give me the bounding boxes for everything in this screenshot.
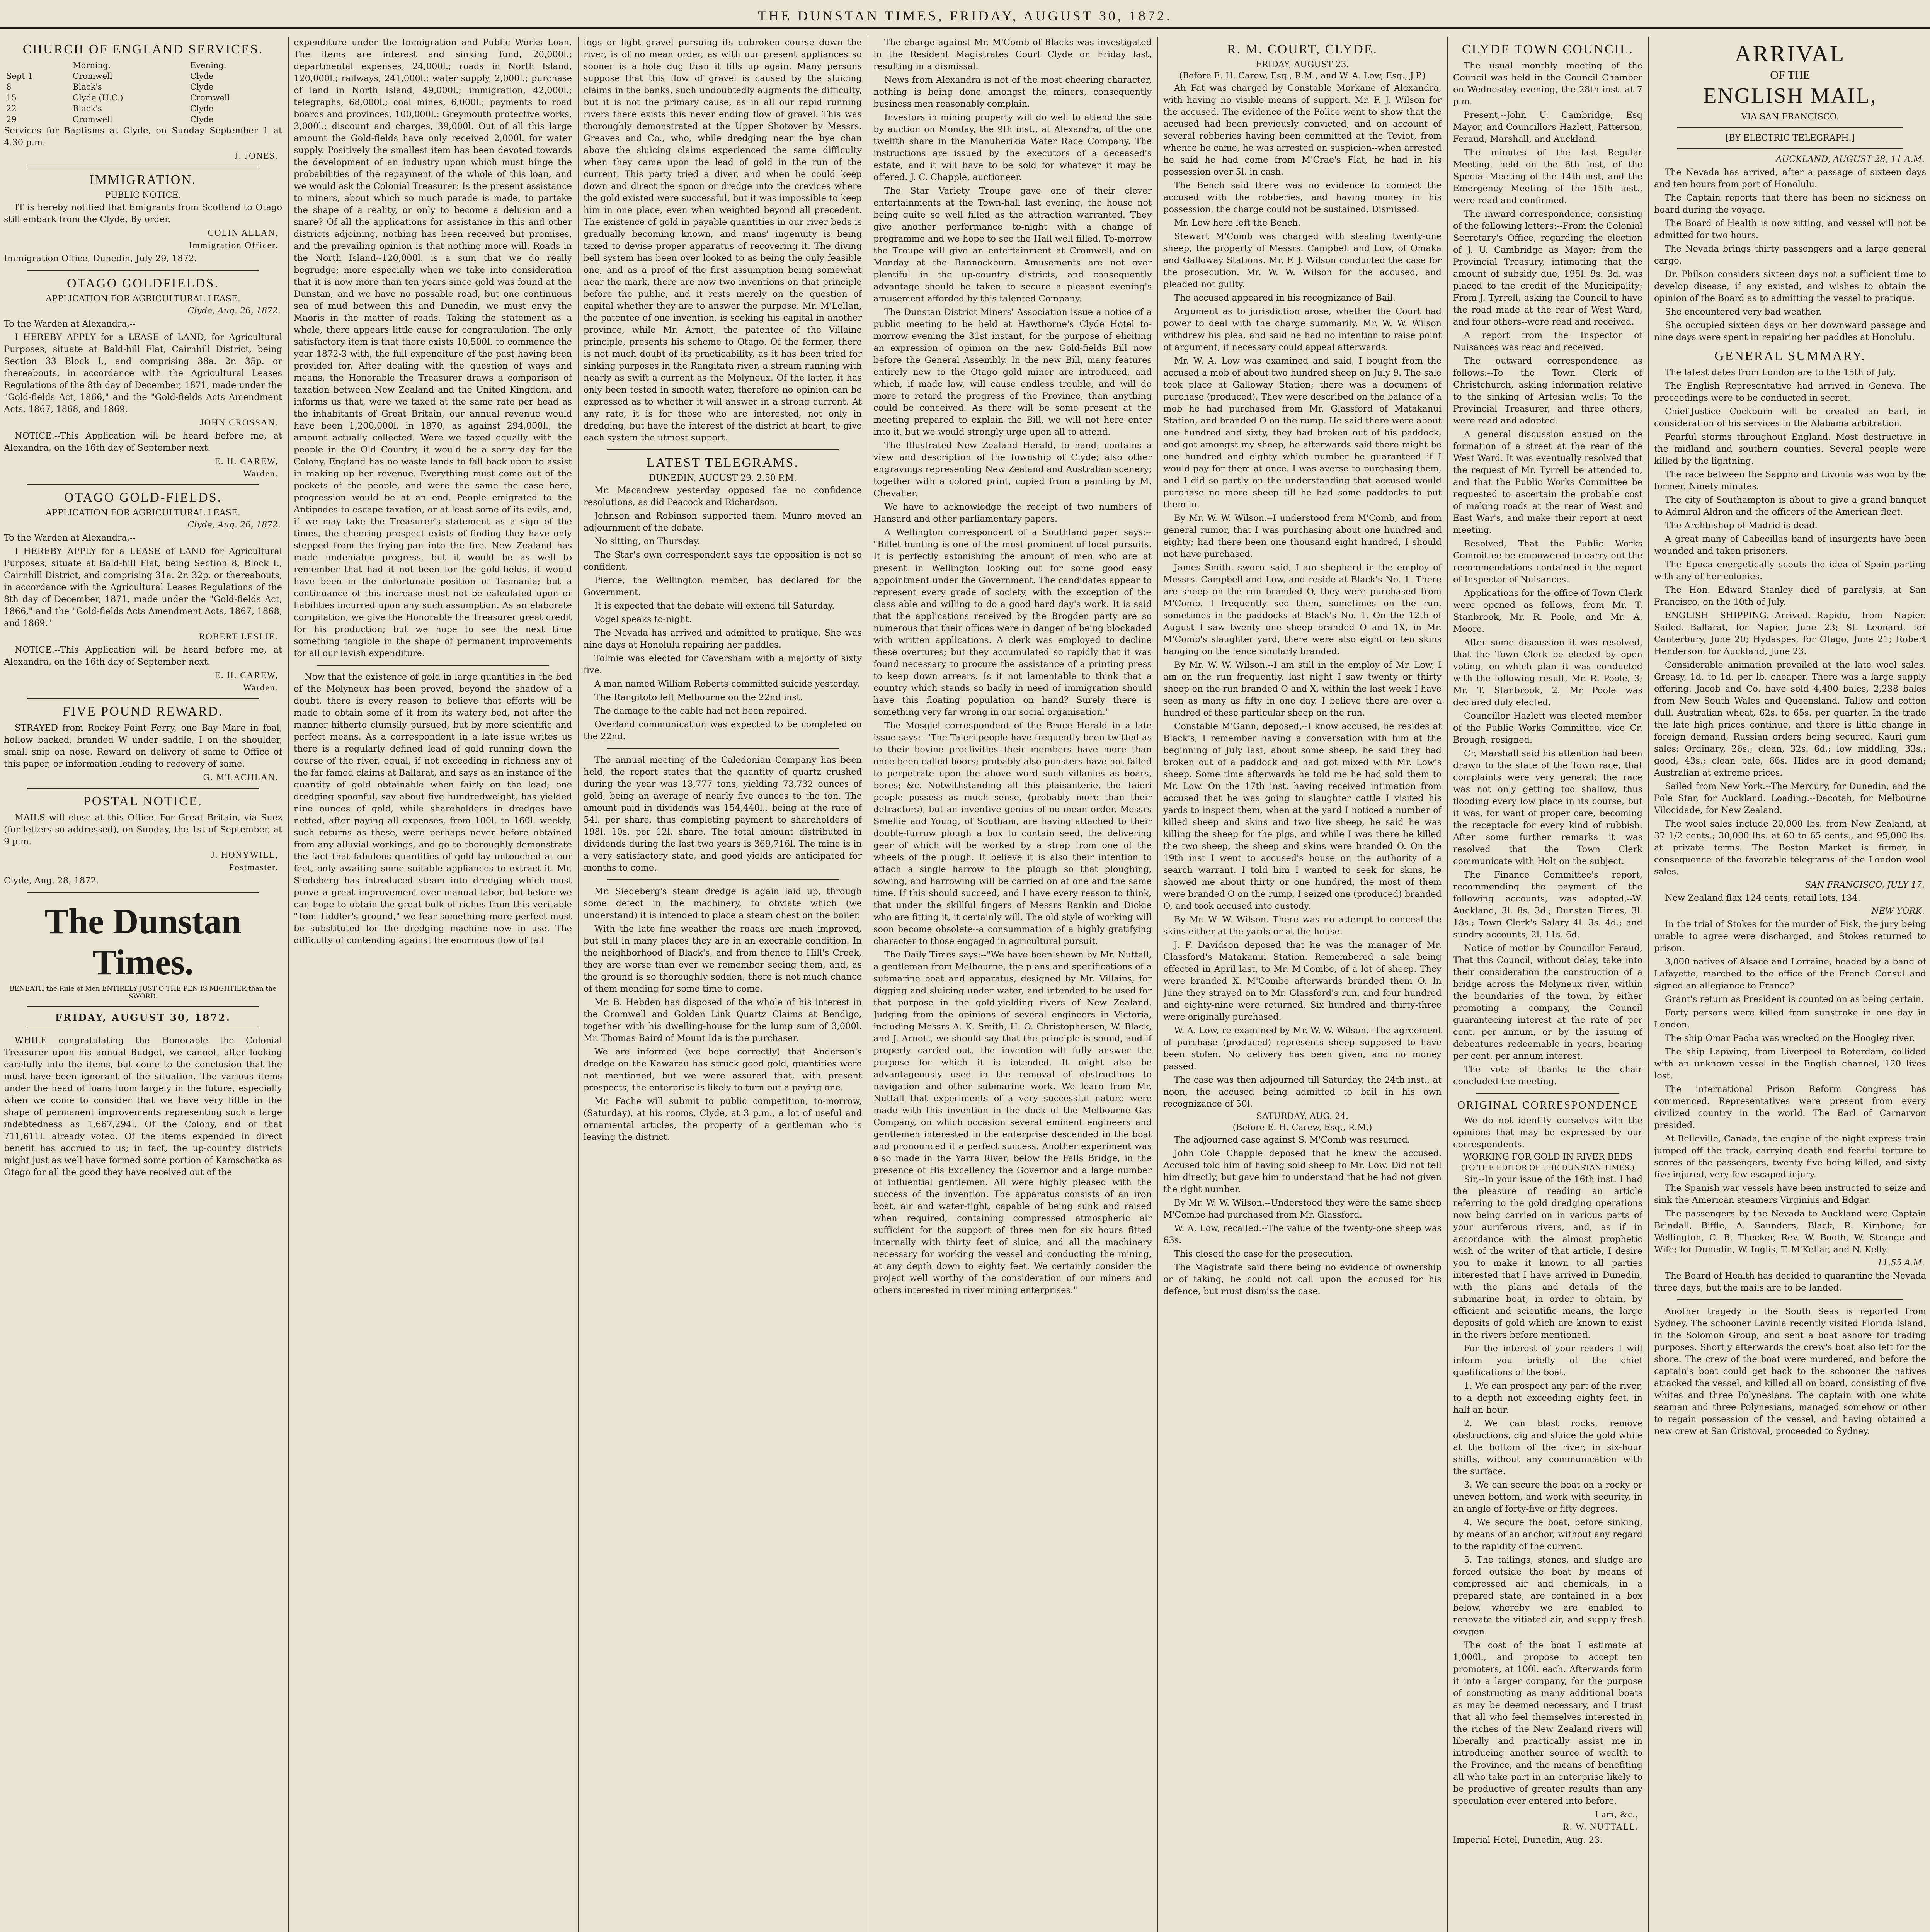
- court-report: The Magistrate said there being no evidence of ownership or of taking, he could not call upon the accused for his defence, but must dismiss the case.: [1163, 1262, 1442, 1296]
- application-addressee: To the Warden at Alexandra,--: [4, 319, 136, 329]
- court-report: W. A. Low, recalled.--The value of the twenty-one sheep was 63s.: [1163, 1223, 1442, 1245]
- summary-item: The ship Lapwing, from Liverpool to Roterdam, collided with an unknown vessel in the English channel, 120 lives lost.: [1654, 1047, 1926, 1081]
- summary-item: The ship Omar Pacha was wrecked on the Hoogley river.: [1665, 1033, 1915, 1043]
- arrival-item: The Board of Health is now sitting, and vessel will not be admitted for two hours.: [1654, 218, 1926, 240]
- editorial-text: WHILE congratulating the Honorable the Colonial Treasurer upon his annual Budget, we cannot, after looking carefully into the items, but come to the conclusion that the must have been ignorant of the situation. The various items under the head of loans loom largely in the future, especially when we come to consider that we have very little in the shape of permanent improvements representing such a large indebtedness as 1,667,294l. Of the Colony, and of that 711,611l. already voted. Of the items expended in direct benefit has accrued to us; in fact, the up-country districts might just as well have formed some portion of Kamschatka as Otago for all the good they have received out of the: [4, 1036, 282, 1177]
- council-report: Applications for the office of Town Clerk were opened as follows, from Mr. T. Stanbrook, Mr. R. Poole, and Mr. A. Moore.: [1453, 588, 1642, 634]
- column-1: [4, 37, 282, 1932]
- schedule-head: Morning.: [73, 61, 111, 70]
- court-report: W. A. Low, re-examined by Mr. W. W. Wilson.--The agreement of purchase (produced) represents sheep supposed to have been stolen. No delivery has been given, and no money passed.: [1163, 1026, 1442, 1071]
- court-report: J. F. Davidson deposed that he was the manager of Mr. Glassford's Matakanui Station. Remembered a sale being effected in April last, to Mr. M'Combe, of a lot of sheep. They were branded X. M'Combe afterwards branded them O. In June they strayed on to Mr. Glassford's run, and four hundred and eighty-nine were returned. Six hundred and thirty-three were originally purchased.: [1163, 940, 1442, 1022]
- letter-place: Imperial Hotel, Dunedin, Aug. 23.: [1453, 1835, 1603, 1845]
- divider: [317, 665, 549, 666]
- reward-signature: G. M'LACHLAN.: [203, 772, 278, 782]
- letter-title: WORKING FOR GOLD IN RIVER BEDS: [1463, 1152, 1633, 1162]
- applicant-signature: JOHN CROSSAN.: [200, 418, 278, 427]
- church-note: Services for Baptisms at Clyde, on Sunday September 1 at 4.30 p.m.: [4, 126, 282, 148]
- telegram-item: Overland communication was expected to be completed on the 22nd.: [584, 719, 862, 742]
- warden-signature: E. H. CAREW,: [214, 670, 278, 680]
- news-item: We are informed (we hope correctly) that Anderson's dredge on the Kawarau has struck good gold, quantities were not mentioned, but we were assured that, with present prospects, the enterprise is likely to turn out a paying one.: [584, 1047, 862, 1093]
- divider: [27, 698, 259, 699]
- news-item: The charge against Mr. M'Comb of Blacks was investigated in the Resident Magistrates Court Clyde on Friday last, resulting in a dismissal.: [873, 37, 1152, 71]
- summary-item: Forty persons were killed from sunstroke in one day in London.: [1654, 1008, 1926, 1030]
- warden-title: Warden.: [243, 683, 278, 692]
- court-report: James Smith, sworn--said, I am shepherd in the employ of Messrs. Campbell and Low, and reside at Black's No. 1. There are sheep on the run branded O, they were purchased from M'Comb. I frequently see them, sometimes on the run, sometimes in the paddocks at Black's No. 1. On the 12th of August I saw twenty one sheep branded O and 1X, in Mr. M'Comb's slaughter yard, there were also eight or ten skins hanging on the fence similarly branded.: [1163, 563, 1442, 656]
- application-text: I HEREBY APPLY for a LEASE of LAND for Agricultural Purposes, situate at Bald-hill Flat, being Section 8, Block I., Cairnhill District, and comprising 31a. 2r. 32p. or thereabouts, in accordance with the Agricultural Leases Regulations of the 8th day of December, 1871, made under the "Gold-fields Act, 1866," and the "Gold-fields Acts Amendment Acts, 1867, 1868, and 1869.": [4, 546, 282, 628]
- otago-goldfields-heading: OTAGO GOLDFIELDS.: [67, 276, 219, 291]
- summary-item: New Zealand flax 124 cents, retail lots, 134.: [1665, 893, 1860, 903]
- general-summary-heading: GENERAL SUMMARY.: [1714, 349, 1866, 363]
- summary-item: The passengers by the Nevada to Auckland were Captain Brindall, Biffle, A. Saunders, Black, R. Kimbone; for Wellington, C. B. Thecker, Rev. W. Booth, W. Strange and Wife; for Dunedin, W. Inglis, T. M'Kellar, and N. Kelly.: [1654, 1209, 1926, 1255]
- column-5: [1163, 37, 1442, 1932]
- council-report: The outward correspondence as follows:--To the Town Clerk of Christchurch, asking information relative to the sinking of Artesian wells; To the Provincial Treasurer, and three others, were read and adopted.: [1453, 356, 1642, 426]
- news-item: Mr. B. Hebden has disposed of the whole of his interest in the Cromwell and Golden Link Quartz Claims at Bendigo, together with his dwelling-house for the lump sum of 3,000l. Mr. Thomas Baird of Mount Ida is the purchaser.: [584, 997, 862, 1043]
- town-council-heading: CLYDE TOWN COUNCIL.: [1462, 42, 1634, 56]
- letter-paragraph: 3. We can secure the boat on a rocky or uneven bottom, and work with security, in an angle of forty-five or fifty degrees.: [1453, 1480, 1642, 1514]
- court-report: John Cole Chapple deposed that he knew the accused. Accused told him of having sold sheep to Mr. Low. Did not tell him directly, but gave him to understand that he had not given the right number.: [1163, 1148, 1442, 1194]
- summary-item: The wool sales include 20,000 lbs. from New Zealand, at 37 1/2 cents.; 30,000 lbs. at 60 to 65 cents., and 95,000 lbs. at private terms. The Boston Market is firmer, in consequence of the favorable telegrams of the London wool sales.: [1654, 819, 1926, 877]
- council-report: Cr. Marshall said his attention had been drawn to the state of the Town race, that complaints were very general; the race was not only getting too shallow, thus flooding every low place in its course, but it was, for want of proper care, becoming the receptacle for every kind of rubbish. After some further remarks it was resolved that the Town Clerk communicate with Holt on the subject.: [1453, 748, 1642, 866]
- court-report: Stewart M'Comb was charged with stealing twenty-one sheep, the property of Messrs. Campbell and Low, of Omaka and Galloway Stations. Mr. F. J. Wilson conducted the case for the prosecution. Mr. W. W. Wilson for the accused, and pleaded not guilty.: [1163, 231, 1442, 289]
- column-rule: [1447, 37, 1448, 1932]
- letter-addressee: (TO THE EDITOR OF THE DUNSTAN TIMES.): [1461, 1163, 1635, 1172]
- news-item: Mr. Siedeberg's steam dredge is again laid up, through some defect in the machinery, to obviate which (we understand) it is intended to place a steam chest on the boiler.: [584, 886, 862, 920]
- column-rule: [1157, 37, 1158, 1932]
- court-report: The accused appeared in his recognizance of Bail.: [1174, 293, 1396, 303]
- court-report: By Mr. W. W. Wilson.--Understood they were the same sheep M'Combe had purchased from Mr. Glassford.: [1163, 1198, 1442, 1220]
- telegram-dateline: DUNEDIN, AUGUST 29, 2.50 P.M.: [649, 473, 797, 483]
- telegram-item: Johnson and Robinson supported them. Munro moved an adjournment of the debate.: [584, 511, 862, 533]
- summary-dateline: SAN FRANCISCO, JULY 17.: [1805, 880, 1925, 890]
- application-addressee: To the Warden at Alexandra,--: [4, 533, 136, 543]
- arrival-dateline: AUCKLAND, AUGUST 28, 11 A.M.: [1776, 155, 1925, 164]
- correspondence-disclaimer: We do not identify ourselves with the opinions that may be expressed by our correspondents.: [1453, 1116, 1642, 1150]
- immigration-signature-title: Immigration Officer.: [189, 240, 278, 250]
- summary-item: ENGLISH SHIPPING.--Arrived.--Rapido, from Napier. Sailed.--Ballarat, for Napier, June 23; St. Leonard, for Canterbury, June 20; Hydaspes, for Otago, June 21; Robert Henderson, for Auckland, June 23.: [1654, 611, 1926, 656]
- summary-item: The city of Southampton is about to give a grand banquet to Admiral Aldron and the officers of the American fleet.: [1654, 495, 1926, 517]
- council-report: The vote of thanks to the chair concluded the meeting.: [1453, 1065, 1642, 1087]
- schedule-row: 15 Clyde (H.C.) Cromwell: [6, 93, 230, 102]
- newspaper-title: The Dunstan Times.: [44, 901, 242, 982]
- telegram-item: Vogel speaks to-night.: [594, 614, 692, 624]
- telegram-item: Mr. Macandrew yesterday opposed the no confidence resolutions, as did Peacock and Richardson.: [584, 485, 862, 507]
- council-report: Councillor Hazlett was elected member of the Public Works Committee, vice Cr. Brough, resigned.: [1453, 711, 1642, 745]
- application-notice: NOTICE.--This Application will be heard before me, at Alexandra, on the 16th day of September next.: [4, 645, 282, 667]
- application-date: Clyde, Aug. 26, 1872.: [187, 520, 281, 530]
- council-report: The usual monthly meeting of the Council was held in the Council Chamber on Wednesday evening, the 28th inst. at 7 p.m.: [1453, 61, 1642, 107]
- court-date: SATURDAY, AUG. 24.: [1256, 1112, 1349, 1121]
- court-report: Argument as to jurisdiction arose, whether the Court had power to deal with the charge summarily. Mr. W. W. Wilson withdrew his plea, and said he had no intention to raise point of argument, if necessary could appeal afterwards.: [1163, 306, 1442, 352]
- immigration-place: Immigration Office, Dunedin, July 29, 1872.: [4, 253, 197, 264]
- arrival-item: She occupied sixteen days on her downward passage and nine days were spent in repairing her paddles at Honolulu.: [1654, 320, 1926, 342]
- news-item: A Wellington correspondent of a Southland paper says:--"Billet hunting is one of the most prominent of local pursuits. It is perfectly astonishing the amount of men who are at present in Wellington looking out for some good easy appointment under the Government. The candidates appear to represent every grade of society, with the exception of the class able and willing to do a good hard day's work. It is said that the applications received by the Brogden party are so numerous that their offices were in danger of being blockaded with written applications. A clerk was employed to decline these overtures; but they accumulated so rapidly that it was found necessary to procure the assistance of a printing press to keep down arrears. Is it not lamentable to think that a country which stands so badly in need of immigration should have this floating population on hand? Surely there is something very far wrong in our social organisation.": [873, 527, 1152, 717]
- summary-item: In the trial of Stokes for the murder of Fisk, the jury being unable to agree were discharged, and Stokes returned to prison.: [1654, 919, 1926, 953]
- summary-item: The Board of Health has decided to quarantine the Nevada three days, but the mails are to be landed.: [1654, 1271, 1926, 1293]
- court-report: Ah Fat was charged by Constable Morkane of Alexandra, with having no visible means of support. Mr. F. J. Wilson for the accused. The evidence of the Police went to show that the accused had been previously convicted, and on account of several robberies having been committed at the Teviot, from whence he came, he was arrested on suspicion--when arrested he said he had come from M'Crae's Flat, he had in his possession over 5l. in cash.: [1163, 83, 1442, 177]
- editorial-continued: ings or light gravel pursuing its unbroken course down the river, is of no mean order, as with our present appliances so sooner is a hole dug than it fills up again. Many persons suppose that this flow of gravel is caused by the sluicing claims in the banks, such undoubtedly augments the difficulty, but it is not the primary cause, as in all our rapid running rivers there exists this never ending flow of gravel. This was thoroughly demonstrated at the Upper Shotover by Messrs. Greaves and Co., who, while dredging near the bye chan above the sluicing claims experienced the same difficulty when they came upon the lead of gold in the run of the current. This party tried a diver, and when he could keep down and direct the spoon or dredge into the crevices where the gold existed were successful, but it was impossible to keep him in one place, even when weighted beyond all precedent. The existence of gold in payable quantities in our river beds is gradually becoming known, and mans' ingenuity is being taxed to devise proper apparatus of recovering it. The diving bell system has been over looked to as being the only feasible one, and as a proof of the first assumption being somewhat near the mark, there are now two inventions on that principle before the public, and it rests merely on the question of capital whether they are to answer the purpose. Mr. M'Lellan, the patentee of one invention, is seeking his capital in another province, while Mr. Arnott, the patentee of the Villaine principle, presents his scheme to Otago. Of the former, there is not much doubt of its practicability, as it has been tried for sinking purposes in the Rangitata river, a stream running with nearly as swift a current as the Molyneux. Of the latter, it has only been tested in smooth water, therefore no opinion can be expressed as to whether it will answer in a strong current. At any rate, it is for those who are interested, not only in dredging, but have the interest of the district at heart, to give each system the utmost support.: [584, 37, 862, 443]
- schedule-row: 8 Black's Clyde: [6, 82, 214, 92]
- arrival-item: The Nevada has arrived, after a passage of sixteen days and ten hours from port of Honolulu.: [1654, 167, 1926, 189]
- page-masthead: [0, 0, 1930, 29]
- divider: [1677, 1299, 1903, 1300]
- church-schedule: [4, 60, 282, 125]
- telegram-item: The Rangitoto left Melbourne on the 22nd inst.: [594, 692, 803, 702]
- council-report: The minutes of the last Regular Meeting, held on the 6th inst, of the Special Meeting of the 14th inst, and the Emergency Meeting of the 15th inst., were read and confirmed.: [1453, 148, 1642, 206]
- column-7: [1654, 37, 1926, 1932]
- council-report: The inward correspondence, consisting of the following letters:--From the Colonial Secretary's Office, regarding the election of J. U. Cambridge as Mayor; from the Provincial Treasury, intimating that the amount of subsidy due, 195l. 9s. 3d. was placed to the credit of the Municipality; From J. Tyrrell, asking the Council to have the road made at the rear of West Ward, and four others--were read and received.: [1453, 209, 1642, 327]
- telegram-item: A man named William Roberts committed suicide yesterday.: [594, 679, 860, 689]
- news-item: With the late fine weather the roads are much improved, but still in many places they are in an execrable condition. In the neighborhood of Black's, and from thence to Hill's Creek, they are worse than ever we remember seeing them, and, as the ground is so thoroughly sodden, there is not much chance of them mending for some time to come.: [584, 924, 862, 994]
- court-bench: (Before E. H. Carew, Esq., R.M.): [1232, 1123, 1372, 1133]
- editorial-gold-dredging: Now that the existence of gold in large quantities in the bed of the Molyneux has been proved, beyond the shadow of a doubt, there is every reason to believe that efforts will be made to obtain some of it from its watery bed, not after the manner hitherto clumsily pursued, but by more scientific and perfect means. As a correspondent in a late issue writes us there is a regularly defined lead of gold running down the course of the river, equal, if not exceeding in richness any of the far famed claims at Ballarat, and says as an instance of the quantity of gold obtainable when fairly on the lead; one dredging spoonful, say about five hundredweight, has yielded nine ounces of gold, while shareholders in dredges have netted, after paying all expenses, from 100l. to 160l. weekly, such returns as these, were perhaps never before obtained from any alluvial workings, and go to thoroughly demonstrate the fact that fabulous quantities of gold lay untouched at our feet, only awaiting some suitable appliances to extract it. Mr. Siedeberg has introduced steam into dredging which must prove a great improvement over manual labor, but before we can hope to obtain the great bulk of riches from this veritable "Tom Tiddler's ground," we fear something more perfect must be substituted for the dredging machine now in use. The difficulty of contending against the enormous flow of tail: [294, 672, 572, 946]
- arrival-item: She encountered very bad weather.: [1665, 307, 1822, 317]
- news-item: The Daily Times says:--"We have been shewn by Mr. Nuttall, a gentleman from Melbourne, the plans and specifications of a submarine boat and apparatus, designed by Mr. Villains, for digging and sluicing under water, and intended to be used for that purpose in the gold-yielding rivers of New Zealand. Judging from the opinions of several engineers in Victoria, including Messrs A. K. Smith, H. O. Christophersen, W. Black, and J. Arnott, we should say that the principle is sound, and if properly carried out, the invention will fully answer the purpose for which it is intended. It might also be advantageously used in the removal of obstructions to navigation and other submarine work. We learn from Mr. Nuttall that experiments of a very successful nature were made with this invention in the dock of the Melbourne Gas Company, on which occasion several eminent engineers and gentlemen interested in the enterprise descended in the boat and pronounced it a perfect success. Another experiment was also made in the Yarra River, below the Falls Bridge, in the presence of His Excellency the Governor and a large number of influential gentlemen. All were highly pleased with the success of the invention. The apparatus consists of an iron boat, air and water-tight, capable of being sunk and raised when required, containing compressed atmospheric air sufficient for the support of three men for six hours fitted internally with thirty feet of sluice, and all the machinery necessary for working the vessel and conducting the mining, at any depth down to eighty feet. We certainly consider the project well worthy of the consideration of our miners and others interested in river mining enterprises.": [873, 950, 1152, 1295]
- summary-item: At Belleville, Canada, the engine of the night express train jumped off the track, carrying death and fearful torture to scores of the passengers, twenty five being killed, and sixty five injured, very few escaped injury.: [1654, 1134, 1926, 1180]
- telegram-item: Tolmie was elected for Caversham with a majority of sixty five.: [584, 653, 862, 675]
- telegram-item: The Star's own correspondent says the opposition is not so confident.: [584, 550, 862, 572]
- council-report: The Finance Committee's report, recommending the payment of the following accounts, was adopted,--W. Auckland, 3l. 8s. 3d.; Dunstan Times, 3l. 18s.; Town Clerk's Salary 4l. 3s. 4d.; and sundry accounts, 2l. 11s. 6d.: [1453, 870, 1642, 940]
- column-6: [1453, 37, 1642, 1932]
- column-rule: [1648, 37, 1649, 1932]
- summary-item: The Archbishop of Madrid is dead.: [1665, 520, 1818, 531]
- column-2: [294, 37, 572, 1932]
- divider: [27, 484, 259, 485]
- postal-date: Clyde, Aug. 28, 1872.: [4, 876, 99, 886]
- divider: [27, 788, 259, 789]
- summary-item: Sailed from New York.--The Mercury, for Dunedin, and the Pole Star, for Auckland. Loading.--Dacotah, for Melbourne Vilocidade, for New Zealand.: [1654, 781, 1926, 815]
- divider: [607, 879, 839, 880]
- church-services-heading: CHURCH OF ENGLAND SERVICES.: [22, 42, 264, 56]
- summary-item: A great many of Cabecillas band of insurgents have been wounded and taken prisoners.: [1654, 534, 1926, 556]
- application-date: Clyde, Aug. 26, 1872.: [187, 306, 281, 316]
- news-item: Investors in mining property will do well to attend the sale by auction on Monday, the 9th inst., at Alexandra, of the one twelfth share in the Manuherikia Water Race Company. The instructions are issued by the executors of a deceased's estate, and it will have to be sold for whatever it may be offered. J. C. Chapple, auctioneer.: [873, 112, 1152, 182]
- telegram-item: It is expected that the debate will extend till Saturday.: [594, 601, 835, 611]
- news-item: News from Alexandra is not of the most cheering character, nothing is being done amongst the miners, consequently business men reasonably complain.: [873, 75, 1152, 109]
- summary-item: Another tragedy in the South Seas is reported from Sydney. The schooner Lavinia recently visited Florida Island, in the Solomon Group, and sent a boat ashore for trading purposes. Shortly afterwards the crew's boat also left for the shore. The crew of the boat were murdered, and before the captain's boat could get back to the schooner the natives attacked the vessel, and killed all on board, consisting of five whites and three Polynesians. The captain with one white seaman and three Polynesians, managed somehow or other to regain possession of the vessel, and having obtained a new crew at San Cristoval, proceeded to Sydney.: [1654, 1306, 1926, 1436]
- divider: [607, 449, 839, 450]
- news-item: The Illustrated New Zealand Herald, to hand, contains a view and description of the township of Clyde; also other engravings representing New Zealand and Australian scenery; together with a colored print, copied from a painting by M. Chevalier.: [873, 440, 1152, 498]
- summary-item: The Hon. Edward Stanley died of paralysis, at San Francisco, on the 10th of July.: [1654, 585, 1926, 607]
- applicant-signature: ROBERT LESLIE.: [199, 632, 278, 641]
- issue-dateline: FRIDAY, AUGUST 30, 1872.: [55, 1012, 231, 1023]
- court-date: FRIDAY, AUGUST 23.: [1256, 60, 1349, 70]
- divider: [1677, 127, 1903, 128]
- summary-dateline: NEW YORK.: [1871, 906, 1925, 916]
- column-rule: [578, 37, 579, 1932]
- english-mail-heading: ENGLISH MAIL,: [1703, 84, 1877, 108]
- summary-item: Considerable animation prevailed at the late wool sales. Greasy, 1d. to 1d. per lb. cheaper. There was a large supply offering. Jacob and Co. have sold 4,400 bales, 2,238 bales from New South Wales and Queensland. Tallow and cotton dull. Australian wheat, 62s. to 65s. per quarter. In the trade the late high prices continue, and there is little change in foreign demand, Russian orders being secured. Kauri gum sales: Ordinary, 26s.; clean, 32s. 6d.; low middling, 33s.; good, 43s.; clean pale, 66s. Hides are in good demand; Australian at extreme prices.: [1654, 660, 1926, 778]
- arrival-item: The Captain reports that there has been no sickness on board during the voyage.: [1654, 193, 1926, 215]
- arrival-heading: ARRIVAL: [1734, 41, 1846, 66]
- column-rule: [288, 37, 289, 1932]
- divider: [1476, 1093, 1619, 1094]
- letter-paragraph: 2. We can blast rocks, remove obstructions, dig and sluice the gold while at the bottom of the river, in six-hour shifts, without any communication with the surface.: [1453, 1418, 1642, 1476]
- letter-paragraph: 1. We can prospect any part of the river, to a depth not exceeding eighty feet, in half an hour.: [1453, 1381, 1642, 1415]
- electric-telegraph-label: [BY ELECTRIC TELEGRAPH.]: [1725, 133, 1855, 143]
- court-report: By Mr. W. W. Wilson.--I am still in the employ of Mr. Low, I am on the run frequently, last night I saw twenty or thirty sheep on the run branded O and X, within the last week I have seen as many as fifty in one day. I believe there are over a hundred of these particular sheep on the run.: [1163, 660, 1442, 718]
- reward-heading: FIVE POUND REWARD.: [63, 704, 223, 719]
- column-4: [873, 37, 1152, 1932]
- letter-paragraph: 5. The tailings, stones, and sludge are forced outside the boat by means of compressed air and chemicals, in a prepared state, are contained in a box below, whereby we are enabled to renovate the vitiated air, and supply fresh oxygen.: [1453, 1555, 1642, 1637]
- schedule-row: 29 Cromwell Clyde: [6, 115, 214, 124]
- application-heading: APPLICATION FOR AGRICULTURAL LEASE.: [46, 294, 240, 304]
- arrival-item: Dr. Philson considers sixteen days not a sufficient time to develop disease, if any existed, and wishes to obtain the opinion of the Board as to admitting the vessel to pratique.: [1654, 269, 1926, 303]
- news-item: The Star Variety Troupe gave one of their clever entertainments at the Town-hall last evening, the house not being quite so well filled as the attraction warranted. They give another performance to-night with a change of programme and we hope to see the Hall well filled. To-morrow the Troupe will give an entertainment at Cromwell, and on Monday at the Bannockburn. Amusements are not over plentiful in the up-country districts, and consequently advantage should be taken to secure a pleasant evening's amusement afforded by this talented Company.: [873, 186, 1152, 304]
- summary-item: 3,000 natives of Alsace and Lorraine, headed by a band of Lafayette, marched to the office of the French Consul and signed an allegiance to France?: [1654, 957, 1926, 991]
- summary-item: The Spanish war vessels have been instructed to seize and sink the American steamers Virginius and Edgar.: [1654, 1183, 1926, 1205]
- otago-goldfields-heading: OTAGO GOLD-FIELDS.: [64, 490, 222, 505]
- council-report: Resolved, That the Public Works Committee be empowered to carry out the recommendations contained in the report of Inspector of Nuisances.: [1453, 539, 1642, 585]
- council-report: A report from the Inspector of Nuisances was read and received.: [1453, 330, 1642, 352]
- court-report: The Bench said there was no evidence to connect the accused with the robberies, and having money in his possession, the charge could not be sustained. Dismissed.: [1163, 180, 1442, 214]
- divider: [27, 270, 259, 271]
- court-report: Mr. Low here left the Bench.: [1174, 218, 1301, 228]
- divider: [1677, 148, 1903, 149]
- schedule-head: Evening.: [190, 61, 226, 70]
- public-notice-heading: PUBLIC NOTICE.: [105, 190, 181, 200]
- postal-text: MAILS will close at this Office--For Great Britain, via Suez (for letters so addressed), on Sunday, the 1st of September, at 9 p.m.: [4, 813, 282, 847]
- immigration-signature: COLIN ALLAN,: [208, 228, 278, 238]
- reward-text: STRAYED from Rockey Point Ferry, one Bay Mare in foal, hollow backed, branded W under saddle, I on the shoulder, small snip on nose. Reward on delivery of same to Office of this paper, or information leading to recovery of same.: [4, 723, 282, 769]
- editorial-continued: expenditure under the Immigration and Public Works Loan. The items are interest and sinking fund, 20,000l.; departmental expenses, 24,000l.; roads in North Island, 120,000l.; railways, 241,000l.; water supply, 2,000l.; purchase of land in North Island, 49,000l.; immigration, 42,000l.; telegraphs, 68,000l.; coal mines, 6,000l.; payments to road boards and provinces, 100,000l.: Greymouth protective works, 3,000l.; discount and charges, 39,000l. Out of all this large amount the Gold-fields have only received 2,000l. for water supply. Positively the smallest item has been devoted towards the development of an industry upon which must hinge the probabilities of the repayment of the whole of this loan, and we would ask the Colonial Treasurer: Is the present assistance to miners, about which so much parade is made, to partake the shape of a reality, or only to become a delusion and a snare? Of all the applications for assistance in this and other districts adjoining, nothing has been received but promises, and the prevailing opinion is that nothing more will. Roads in the North Island--120,000l. is a sum that we do really begrudge; more especially when we take into consideration that it is now more than ten years since gold was found at the Dunstan, and we have no passable road, but one continuous sea of mud between this and Dunedin, we must envy the Maoris in the matter of roads. Taking the statement as a whole, there appears little cause for congratulation. The only satisfactory item is that there exists 10,500l. to commence the year 1872-3 with, the full expenditure of the past having been provided for. After dealing with the question of ways and means, the Honorable the Treasurer draws a comparison of taxation between New Zealand and the United Kingdom, and informs us that, were we taxed at the same rate per head as the inhabitants of Great Britain, our annual revenue would have been 1,200,000l. in 1870, as against 294,000l., the amount actually collected. Were we taxed equally with the people in the Old Country, it would be a sorry day for the Colony. England has no waste lands to fall back upon to assist in making up her revenue. Everything must come out of the pockets of the people, and were the same the case here, progression would be at an end. People emigrated to the Antipodes to escape taxation, or at least some of its evils, and, if we may take the Treasurer's statement as a sign of the times, the cheering prospect exists of finding they have only stepped from the frying-pan into the fire. New Zealand has made undeniable progress, but it would be as well to remember that had it not been for the gold-fields, it would have been in the unfortunate position of Tasmania; but a continuance of this increase must not be calculated upon or liabilities incurred upon any such assumption. As an elaborate compilation, we give the Honorable the Treasurer great credit for his production; but we hope to see the next time something tangible in the shape of permanent improvements for all our lavish expenditure.: [294, 37, 572, 658]
- letter-paragraph: For the interest of your readers I will inform you briefly of the chief qualifications of the boat.: [1453, 1344, 1642, 1378]
- court-report: This closed the case for the prosecution.: [1174, 1249, 1353, 1259]
- letter-paragraph: Sir,--In your issue of the 16th inst. I had the pleasure of reading an article referring to the gold dredging operations now being carried on in various parts of your auriferous rivers, and, as if in accordance with the almost prophetic wish of the writer of that article, I desire you to make it known to all parties interested that I have arrived in Dunedin, with the plans and details of the submarine boat, in order to obtain, by efficient and scientific means, the large deposits of gold which are known to exist in the rivers before mentioned.: [1453, 1174, 1642, 1340]
- news-item: Mr. Fache will submit to public competition, to-morrow, (Saturday), at his rooms, Clyde, at 3 p.m., a lot of useful and ornamental articles, the property of a gentleman who is leaving the district.: [584, 1096, 862, 1142]
- council-report: Notice of motion by Councillor Feraud, That this Council, without delay, take into their consideration the construction of a bridge across the Molyneux river, within the boundaries of the town, by either promoting a company, the Council guaranteeing interest at the rate of per cent. per annum, or by the issuing of debentures redeemable in years, bearing per cent. per annum interest.: [1453, 943, 1642, 1061]
- warden-signature: E. H. CAREW,: [214, 456, 278, 466]
- application-notice: NOTICE.--This Application will be heard before me, at Alexandra, on the 16th day of September next.: [4, 431, 282, 453]
- letter-paragraph: 4. We secure the boat, before sinking, by means of an anchor, without any regard to the rapidity of the current.: [1453, 1517, 1642, 1551]
- divider: [27, 1006, 259, 1007]
- postal-notice-heading: POSTAL NOTICE.: [83, 794, 203, 808]
- divider: [607, 748, 839, 749]
- arrival-item: The Nevada brings thirty passengers and a large general cargo.: [1654, 244, 1926, 266]
- schedule-row: Sept 1 Cromwell Clyde: [6, 71, 214, 81]
- warden-title: Warden.: [243, 469, 278, 478]
- application-heading: APPLICATION FOR AGRICULTURAL LEASE.: [46, 508, 240, 518]
- court-bench: (Before E. H. Carew, Esq., R.M., and W. A. Low, Esq., J.P.): [1179, 71, 1426, 81]
- arrival-of-the: OF THE: [1770, 69, 1810, 82]
- court-heading: R. M. COURT, CLYDE.: [1227, 42, 1378, 56]
- summary-item: The international Prison Reform Congress has commenced. Representatives were present from every civilized country in the world. The Earl of Carnarvon presided.: [1654, 1084, 1926, 1130]
- postmaster-title: Postmaster.: [229, 862, 278, 872]
- letter-paragraph: The cost of the boat I estimate at 1,000l., and propose to accept ten promoters, at 100l. each. Afterwards form it into a larger company, for the purpose of constructing as many additional boats as may be deemed necessary, and I trust that all who feel themselves interested in the riches of the New Zealand rivers will liberally and practically assist me in introducing another source of wealth to the Province, and the means of benefiting all who take part in an enterprise likely to be productive of greater results than any speculation ever entered into before.: [1453, 1640, 1642, 1806]
- court-report: By Mr. W. W. Wilson. There was no attempt to conceal the skins either at the yards or at the house.: [1163, 915, 1442, 937]
- immigration-heading: IMMIGRATION.: [89, 173, 197, 187]
- court-report: Mr. W. A. Low was examined and said, I bought from the accused a mob of about two hundred sheep on July 9. The sale took place at Galloway Station; there was a document of purchase (produced). They were described on the balance of a mob he had purchased from Mr. Glassford of Matakanui Station, and branded O on the rump. He said there were about one hundred and sixty, they had broken out of his paddock, and got amongst my sheep, he afterwards said there might be one hundred and eighty which number he guaranteed if I would pay for them at once. I was averse to purchasing them, and I did so partly on the understanding that accused would purchase no more sheep till he had some paddocks to put them in.: [1163, 356, 1442, 510]
- divider: [27, 892, 259, 893]
- council-report: After some discussion it was resolved, that the Town Clerk be elected by open voting, on which plan it was conducted with the following result, Mr. R. Poole, 3; Mr. T. Stanbrook, 2. Mr Poole was declared duly elected.: [1453, 638, 1642, 707]
- summary-item: Chief-Justice Cockburn will be created an Earl, in consideration of his services in the Alabama arbitration.: [1654, 406, 1926, 429]
- application-text: I HEREBY APPLY for a LEASE of LAND, for Agricultural Purposes, situate at Bald-hill Flat, Cairnhill District, being Section 33 Block I., and comprising 38a. 2r. 35p. or thereabouts, in accordance with the Agricultural Leases Regulations of the 8th day of December, 1871, made under the "Gold-fields Act, 1866," and the "Gold-fields Acts Amendment Acts, 1867, 1868, and 1869.: [4, 332, 282, 414]
- news-item: We have to acknowledge the receipt of two numbers of Hansard and other parliamentary papers.: [873, 502, 1152, 524]
- letter-signature: R. W. NUTTALL.: [1563, 1822, 1639, 1832]
- via-san-francisco: VIA SAN FRANCISCO.: [1741, 112, 1839, 122]
- news-item: The annual meeting of the Caledonian Company has been held, the report states that the quantity of quartz crushed during the year was 13,777 tons, yielding 73,732 ounces of gold, being an average of nearly five ounces to the ton. The amount paid in dividends was 154,440l., being at the rate of 54l. per share, thus completing payment to shareholders of 198l. 10s. per 12l. share. The total amount distributed in dividends during the last two years is 369,716l. The mine is in a very satisfactory state, and good yields are anticipated for months to come.: [584, 755, 862, 873]
- telegram-item: No sitting, on Thursday.: [594, 536, 700, 546]
- summary-item: The race between the Sappho and Livonia was won by the former. Ninety minutes.: [1654, 469, 1926, 492]
- court-report: By Mr. W. W. Wilson.--I understood from M'Comb, and from general rumor, that I was purchasing about one hundred and eighty; had there been one thousand eight hundred, I should not have purchased.: [1163, 513, 1442, 559]
- telegram-item: The damage to the cable had not been repaired.: [594, 706, 807, 716]
- letter-closing: I am, &c.,: [1595, 1810, 1639, 1819]
- summary-item: Fearful storms throughout England. Most destructive in the midland and southern counties. Several people were killed by the lightning.: [1654, 432, 1926, 466]
- council-report: A general discussion ensued on the formation of a street at the rear of the West Ward. It was eventually resolved that the request of Mr. Tyrrell be attended to, and that the Public Works Committee be requested to ascertain the probable cost of making roads at the rear of West and East War's, and make their report at next meeting.: [1453, 429, 1642, 535]
- summary-item: Grant's return as President is counted on as being certain.: [1665, 994, 1924, 1004]
- court-report: The case was then adjourned till Saturday, the 24th inst., at noon, the accused being admitted to bail in his own recognizance of 50l.: [1163, 1075, 1442, 1109]
- postmaster-signature: J. HONYWILL,: [211, 850, 278, 860]
- masthead-text: THE DUNSTAN TIMES, FRIDAY, AUGUST 30, 1872.: [758, 8, 1172, 24]
- immigration-text: IT is hereby notified that Emigrants from Scotland to Otago still embark from the Clyde, By order.: [4, 202, 282, 224]
- news-item: The Dunstan District Miners' Association issue a notice of a public meeting to be held at Hawthorne's Clyde Hotel to-morrow evening the 31st instant, for the purpose of eliciting an expression of opinion on the new Gold-fields Bill now before the General Assembly. In the new Bill, many features entirely new to the Otago gold miner are introduced, and which, if made law, will cause endless trouble, and will do more to retard the progress of the Province, than anything could be conceived. As there will be some present at the meeting prepared to explain the Bill, we will not here enter into it, but we would strongly urge upon all to attend.: [873, 307, 1152, 437]
- telegram-item: The Nevada has arrived and admitted to pratique. She was nine days at Honolulu repairing her paddles.: [584, 628, 862, 650]
- column-3: [584, 37, 862, 1932]
- court-report: Constable M'Gann, deposed,--I know accused, he resides at Black's, I remember having a conversation with him at the beginning of July last, about some sheep, he said they had broken out of a paddock and had got mixed with Mr. Low's sheep. Some time afterwards he told me he had sold them to Mr. Low. On the 17th inst. having received intimation from accused that he was going to slaughter cattle I visited his yards to inspect them, when at the yard I noticed a number of killed sheep and skins and two live sheep, he said he was killing the sheep for the pigs, and while I was there he killed the two sheep, the sheep and skins were branded O. On the 19th inst I went to accused's house on the authority of a search warrant. I told him I wanted to seek for skins, he showed me about thirty or one hundred, the most of them were branded O on the rump, I seized one (produced) branded O, and took accused into custody.: [1163, 721, 1442, 911]
- summary-item: The latest dates from London are to the 15th of July.: [1665, 367, 1896, 378]
- original-correspondence-heading: ORIGINAL CORRESPONDENCE: [1457, 1099, 1639, 1111]
- news-item: The Mosgiel correspondent of the Bruce Herald in a late issue says:--"The Taieri people have frequently been twitted as to their bovine proclivities--their members have more than once been called boors; probably also punsters have not failed to perpetrate upon the above word such villanies as boars, bores; &c. Notwithstanding all this plaisanterie, the Taieri people possess as much sense, (probably more than their detractors), but an inventive genius of no mean order. Messrs Smellie and Young, of Southam, are having attached to their double-furrow plough a box to contain seed, the delivering gear of which will be worked by a strap from one of the wheels of the plough. It believe it is also their intention to attach a single harrow to the plough so that ploughing, sowing, and harrowing will be carried on at one and the same time. If this should succeed, and I have every reason to think, that under the skillful fingers of Messrs Rankin and Dickie who are fitting it, it certainly will. The old style of working will soon become obsolete--a consummation of a highly gratifying character to those engaged in agricultural pursuit.: [873, 721, 1152, 946]
- summary-time: 11.55 A.M.: [1877, 1258, 1925, 1268]
- council-report: Present,--John U. Cambridge, Esq Mayor, and Councillors Hazlett, Patterson, Feraud, Marshall, and Auckland.: [1453, 110, 1642, 144]
- newspaper-motto: BENEATH the Rule of Men ENTIRELY JUST O THE PEN IS MIGHTIER than the SWORD.: [9, 985, 277, 1000]
- church-signature: J. JONES.: [234, 151, 278, 161]
- summary-item: The Epoca energetically scouts the idea of Spain parting with any of her colonies.: [1654, 560, 1926, 582]
- summary-item: The English Representative had arrived in Geneva. The proceedings were to be conducted in secret.: [1654, 381, 1926, 403]
- schedule-row: 22 Black's Clyde: [6, 104, 214, 113]
- telegram-item: Pierce, the Wellington member, has declared for the Government.: [584, 575, 862, 597]
- latest-telegrams-heading: LATEST TELEGRAMS.: [647, 456, 799, 470]
- court-report: The adjourned case against S. M'Comb was resumed.: [1174, 1135, 1411, 1145]
